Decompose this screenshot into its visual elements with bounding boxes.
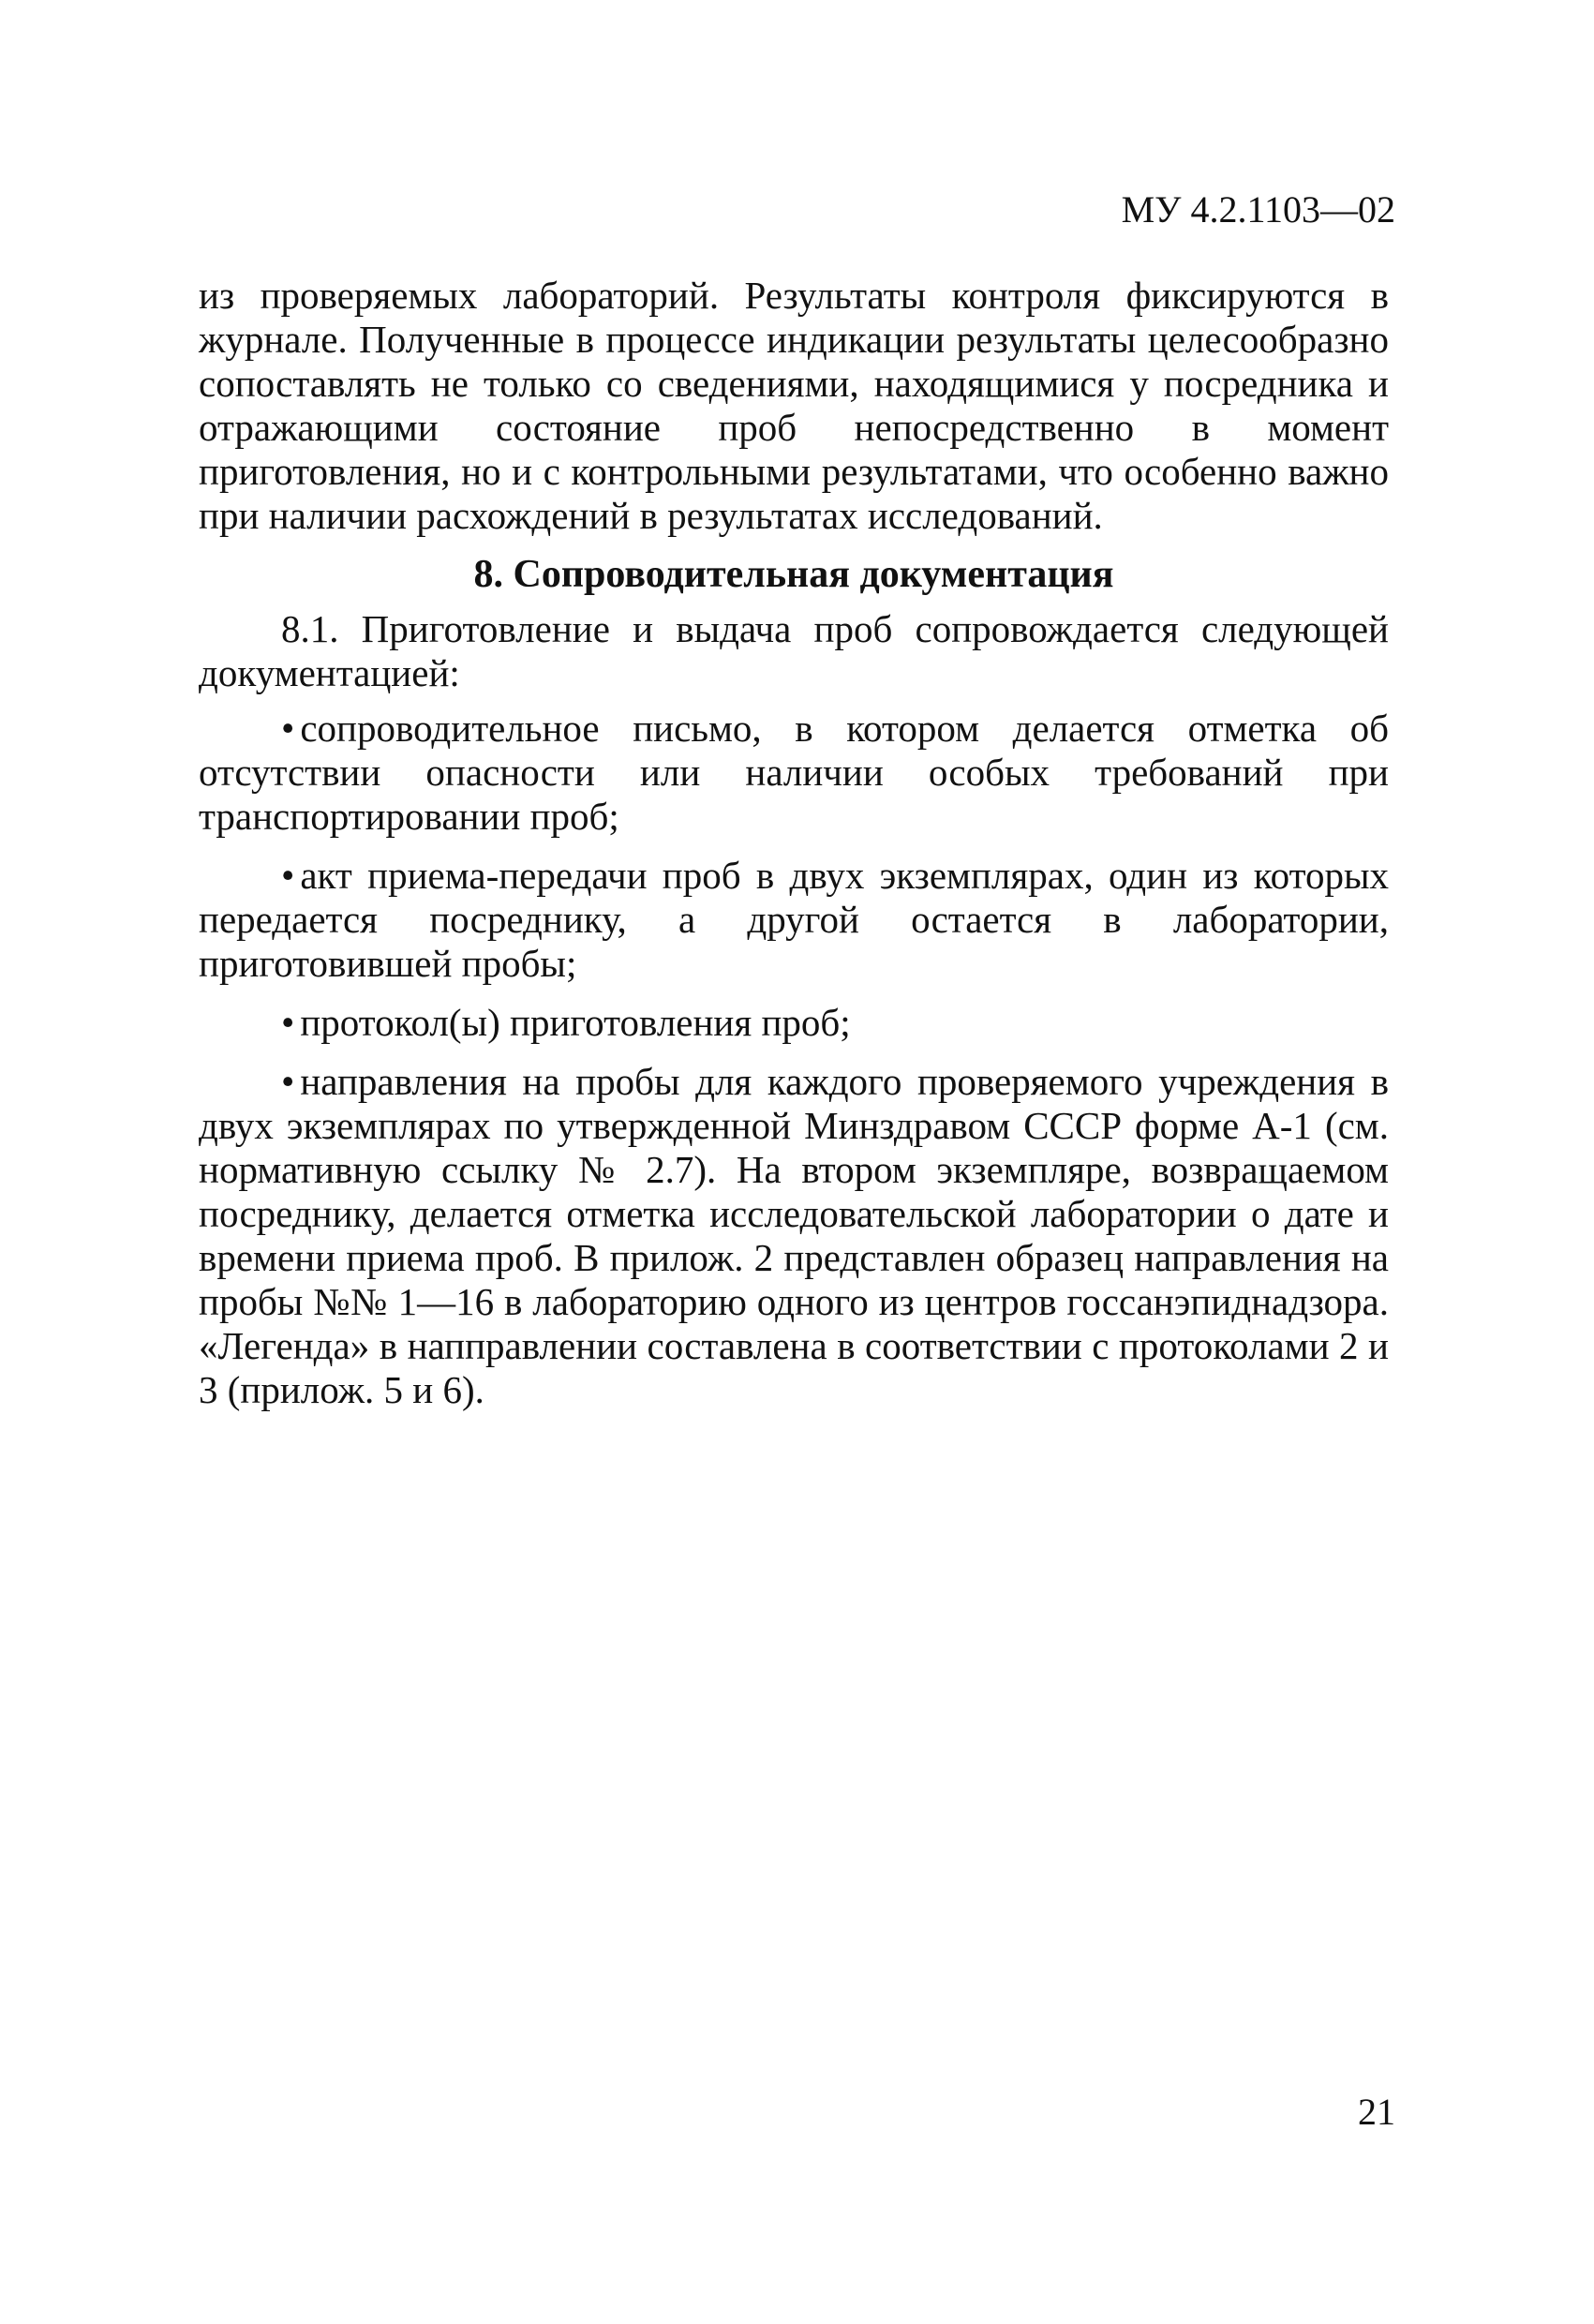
list-item-text: акт приема-передачи проб в двух экземплярах, один из которых передается посреднику, а другой остается в лаборатории, приготовившей пробы; — [199, 854, 1389, 985]
document-code: МУ 4.2.1103—02 — [1121, 188, 1395, 231]
list-item — [199, 854, 1389, 986]
list-item — [199, 1001, 1389, 1045]
list-item-text: протокол(ы) приготовления проб; — [300, 1001, 851, 1044]
intro-paragraph: из проверяемых лабораторий. Результаты контроля фиксируются в журнале. Полученные в процессе индикации результаты целесообразно сопоставлять не только со сведениями, находящимися у посредника и отражающими состояние проб непосредственно в момент приготовления, но и с контрольными результатами, что особенно важно при наличии расхождений в результатах исследований. — [199, 274, 1389, 537]
section-heading: 8. Сопроводительная документация — [473, 553, 1114, 596]
list-item — [199, 1060, 1389, 1412]
list-item-text: направления на пробы для каждого проверяемого учреждения в двух экземплярах по утвержденной Минздравом СССР форме А-1 (см. нормативную ссылку № 2.7). На втором экземпляре, возвращаемом посреднику, делается отметка исследовательской лаборатории о дате и времени приема проб. В прилож. 2 представлен образец направления на пробы №№ 1—16 в лабораторию одного из центров госсанэпиднадзора. «Легенда» в напправлении составлена в соответствии с протоколами 2 и 3 (прилож. 5 и 6). — [199, 1060, 1389, 1411]
page-body — [199, 274, 1389, 1427]
bullet-icon: • — [281, 854, 295, 897]
list-item — [199, 707, 1389, 839]
paragraph-8-1: 8.1. Приготовление и выдача проб сопровождается следующей документацией: — [199, 607, 1389, 694]
documents-list — [199, 707, 1389, 1412]
list-item-text: сопроводительное письмо, в котором делается отметка об отсутствии опасности или наличии особых требований при транспортировании проб; — [199, 707, 1389, 838]
bullet-icon: • — [281, 707, 295, 750]
page-number: 21 — [1358, 2091, 1395, 2133]
bullet-icon: • — [281, 1001, 295, 1044]
bullet-icon: • — [281, 1060, 295, 1103]
